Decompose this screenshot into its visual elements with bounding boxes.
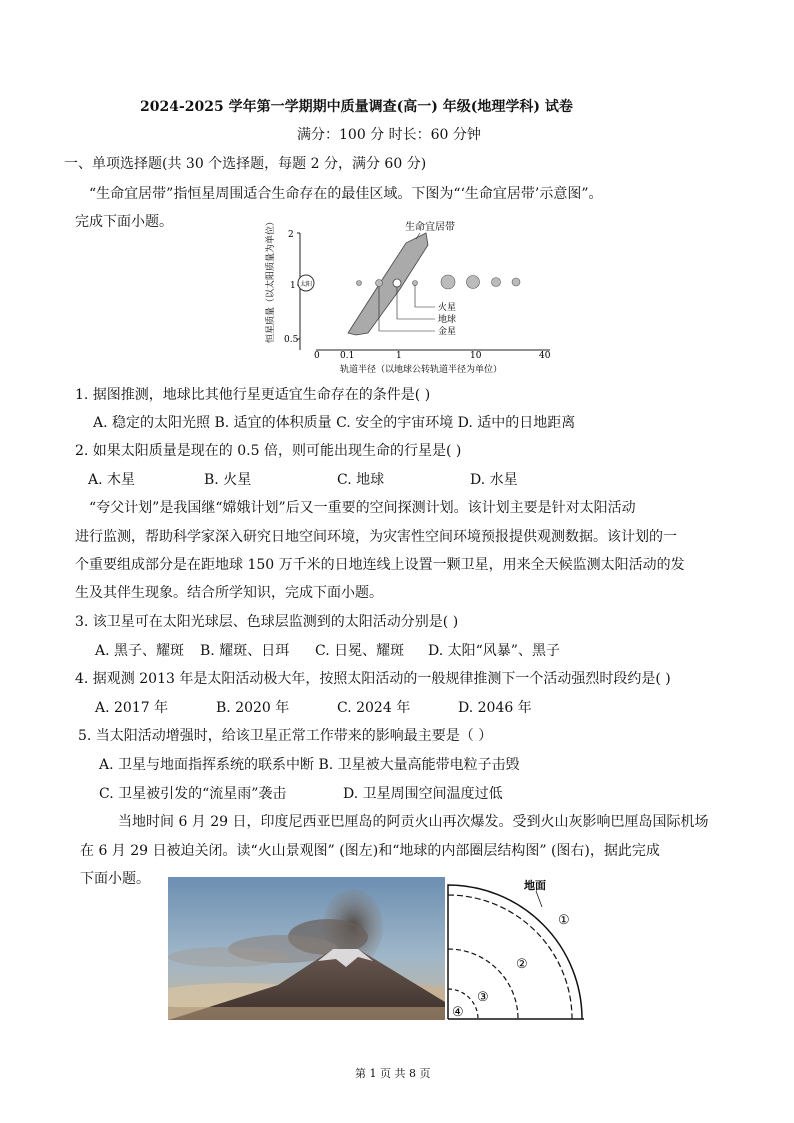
y-tick-1: 1 [290, 281, 296, 291]
q2-option-a: A. 木星 [88, 472, 136, 488]
planet-neptune [512, 278, 520, 286]
page-footer: 第 1 页 共 8 页 [355, 1067, 431, 1080]
section-heading: 一、单项选择题(共 30 个选择题，每题 2 分，满分 60 分) [64, 156, 427, 172]
volcano-photo [168, 877, 445, 1020]
layer-4-label: ④ [452, 1005, 464, 1020]
leader-earth: 地球 [438, 315, 457, 325]
intro3-line1: 当地时间 6 月 29 日，印度尼西亚巴厘岛的阿贡火山再次爆发。受到火山灰影响巴厘岛国际机场 [118, 814, 709, 830]
intro3-line2: 在 6 月 29 日被迫关闭。读“火山景观图” (图左)和“地球的内部圈层结构图” (图右)，据此完成 [80, 843, 660, 859]
q4-option-a: A. 2017 年 [95, 700, 169, 716]
layer-2-label: ② [516, 957, 528, 972]
question-2-stem: 2. 如果太阳质量是现在的 0.5 倍，则可能出现生命的行星是( ) [75, 443, 462, 459]
q3-option-d: D. 太阳“风暴”、黑子 [428, 643, 560, 659]
planet-uranus [492, 278, 501, 287]
planet-saturn [467, 276, 480, 289]
intro2-line1: “夸父计划”是我国继“嫦娥计划”后又一重要的空间探测计划。该计划主要是针对太阳活动 [89, 500, 636, 516]
exam-title: 2024-2025 学年第一学期期中质量调查(高一) 年级(地理学科) 试卷 [140, 99, 573, 115]
intro3-line3: 下面小题。 [80, 871, 150, 887]
sun-label: 太阳 [300, 281, 313, 288]
intro2-line4: 生及其伴生现象。结合所学知识，完成下面小题。 [75, 585, 383, 601]
y-tick-05: 0.5 [284, 335, 299, 345]
exam-subtitle: 满分：100 分 时长：60 分钟 [297, 127, 481, 143]
y-tick-2: 2 [288, 230, 294, 240]
planet-mars [413, 281, 418, 286]
surface-label: 地面 [524, 879, 546, 892]
intro1-line2: 完成下面小题。 [75, 214, 173, 230]
layer-1-label: ① [558, 913, 570, 928]
q2-option-c: C. 地球 [337, 472, 385, 488]
planet-earth [393, 279, 401, 287]
x-tick-40: 40 [539, 351, 551, 361]
question-5-stem: 5. 当太阳活动增强时，给该卫星正常工作带来的影响最主要是（ ） [78, 728, 493, 744]
q4-option-d: D. 2046 年 [458, 700, 532, 716]
q2-option-d: D. 水星 [470, 472, 518, 488]
earth-layers-diagram [444, 877, 600, 1025]
q5-option-c: C. 卫星被引发的“流星雨”袭击 [99, 786, 287, 802]
intro2-line3: 个重要组成部分是在距地球 150 万千米的日地连线上设置一颗卫星，用来全天候监测太阳活动的发 [75, 557, 685, 573]
q4-option-b: B. 2020 年 [216, 700, 290, 716]
planet-mercury [357, 281, 362, 286]
q3-option-a: A. 黑子、耀斑 [95, 643, 185, 659]
q2-option-b: B. 火星 [204, 472, 252, 488]
intro2-line2: 进行监测，帮助科学家深入研究日地空间环境，为灾害性空间环境预报提供观测数据。该计划的一 [75, 529, 677, 545]
x-tick-0: 0 [314, 351, 320, 361]
q5-options-line1: A. 卫星与地面指挥系统的联系中断 B. 卫星被大量高能带电粒子击毁 [99, 757, 520, 773]
figure1-xlabel: 轨道半径（以地球公转轨道半径为单位） [340, 365, 503, 375]
x-tick-1: 1 [396, 351, 402, 361]
intro1-line1: “生命宜居带”指恒星周围适合生命存在的最佳区域。下图为“‘生命宜居带’示意图”。 [89, 186, 603, 202]
question-1-stem: 1. 据图推测，地球比其他行星更适宜生命存在的条件是( ) [75, 387, 431, 403]
habitable-zone-figure [260, 215, 560, 375]
zone-label: 生命宜居带 [405, 222, 455, 233]
question-3-stem: 3. 该卫星可在太阳光球层、色球层监测到的太阳活动分别是( ) [75, 614, 459, 630]
planet-venus [376, 280, 383, 287]
x-tick-10: 10 [470, 351, 482, 361]
question-4-stem: 4. 据观测 2013 年是太阳活动极大年，按照太阳活动的一般规律推测下一个活动强烈时段约是( ) [75, 671, 671, 687]
q5-option-d: D. 卫星周围空间温度过低 [343, 786, 503, 802]
x-tick-01: 0.1 [340, 351, 355, 361]
figure1-ylabel: 恒星质量（以太阳质量为单位） [266, 216, 276, 343]
leader-mars: 火星 [438, 303, 457, 313]
q4-option-c: C. 2024 年 [337, 700, 411, 716]
q3-option-c: C. 日冕、耀斑 [315, 643, 405, 659]
layer-3-label: ③ [477, 990, 489, 1005]
planet-jupiter [441, 275, 455, 289]
leader-venus: 金星 [438, 327, 457, 337]
question-1-options: A. 稳定的太阳光照 B. 适宜的体积质量 C. 安全的宇宙环境 D. 适中的日地距离 [93, 415, 576, 431]
q3-option-b: B. 耀斑、日珥 [200, 643, 290, 659]
